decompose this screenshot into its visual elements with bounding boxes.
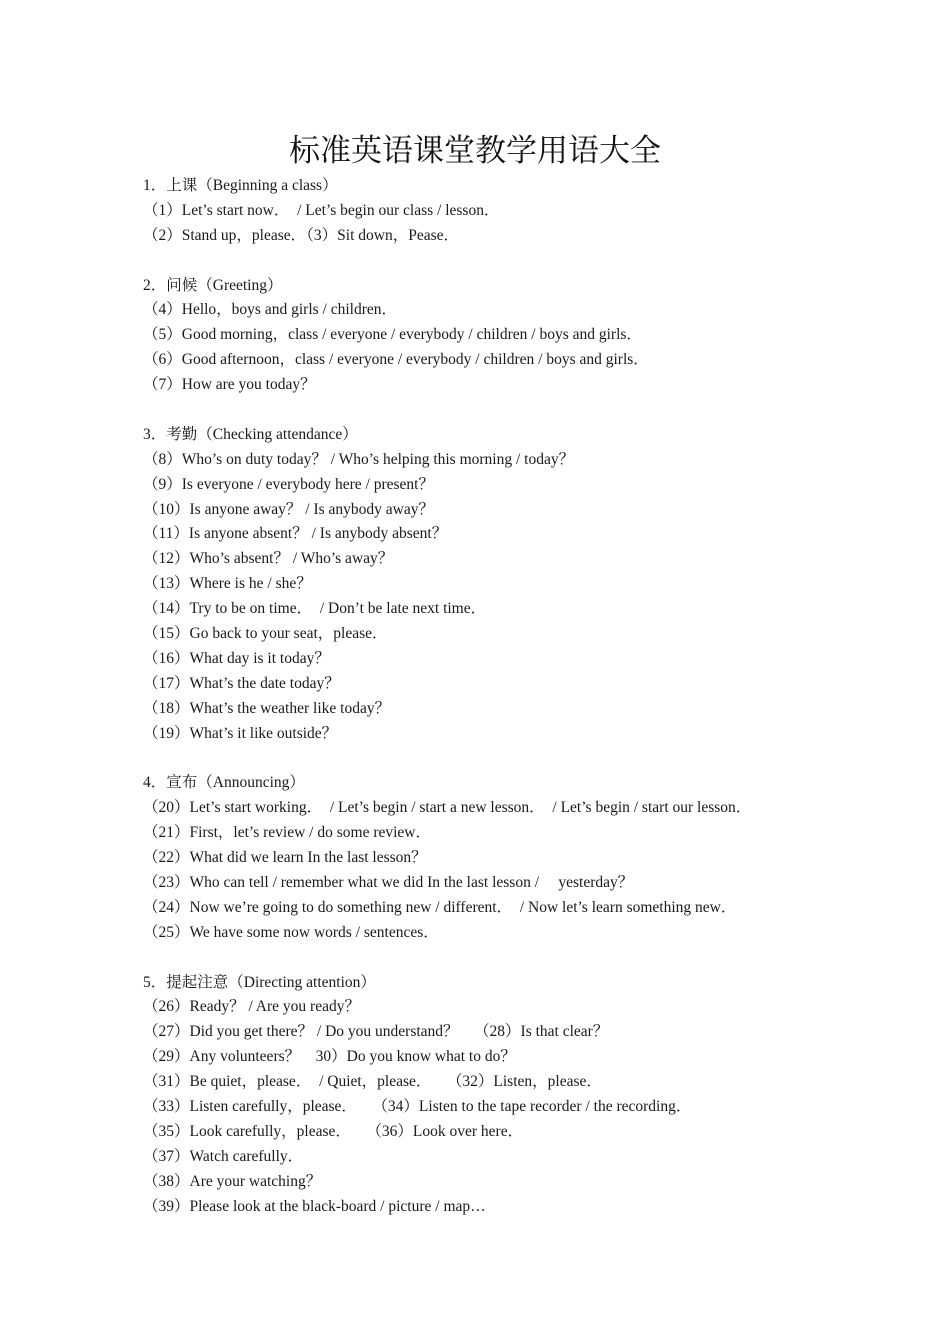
phrase-line: （38）Are your watching？	[143, 1172, 322, 1190]
phrase-line: （9）Is everyone / everybody here / present？	[143, 475, 434, 493]
phrase-line: （24）Now we’re going to do something new / different． / Now let’s learn something new．	[143, 898, 737, 916]
phrase-line: （18）What’s the weather like today？	[143, 699, 391, 717]
phrase-line: （10）Is anyone away？ / Is anybody away？	[143, 500, 434, 518]
section-announcing	[143, 771, 863, 945]
phrase-line: （15）Go back to your seat，please．	[143, 625, 388, 643]
phrase-line: （6）Good afternoon，class / everyone / everybody / children / boys and girls．	[143, 351, 649, 369]
phrase-line: （7）How are you today？	[143, 376, 316, 394]
phrase-line: （29）Any volunteers？ 30）Do you know what to do？	[143, 1048, 516, 1066]
section-checking-attendance	[143, 423, 863, 747]
phrase-line: （16）What day is it today？	[143, 649, 330, 667]
phrase-line: （11）Is anyone absent？ / Is anybody absent？	[143, 525, 448, 543]
phrase-line: （37）Watch carefully．	[143, 1147, 304, 1165]
section-spacer	[143, 249, 863, 274]
phrase-line: （12）Who’s absent？ / Who’s away？	[143, 550, 394, 568]
phrase-line: （17）What’s the date today？	[143, 674, 340, 692]
phrase-line: （23）Who can tell / remember what we did In the last lesson / yesterday？	[143, 873, 634, 891]
section-heading: 1．上课（Beginning a class）	[143, 177, 338, 194]
section-spacer	[143, 746, 863, 771]
section-heading: 3．考勤（Checking attendance）	[143, 425, 358, 443]
section-heading: 2．问候（Greeting）	[143, 276, 283, 294]
phrase-line: （27）Did you get there？ / Do you understand？ （28）Is that clear？	[143, 1023, 609, 1041]
section-greeting	[143, 274, 863, 398]
phrase-line: （25）We have some now words / sentences．	[143, 923, 439, 941]
phrase-line: （8）Who’s on duty today？ / Who’s helping this morning / today？	[143, 450, 575, 468]
phrase-line: （1）Let’s start now． / Let’s begin our class / lesson．	[143, 201, 500, 219]
phrase-line: （5）Good morning，class / everyone / everybody / children / boys and girls．	[143, 326, 642, 344]
phrase-line: （20）Let’s start working． / Let’s begin / start a new lesson． / Let’s begin / start our lesson．	[143, 799, 752, 817]
phrase-line: （31）Be quiet，please． / Quiet，please． （32）Listen，please．	[143, 1073, 602, 1091]
section-heading: 4．宣布（Announcing）	[143, 774, 305, 792]
phrase-line: （21）First，let’s review / do some review．	[143, 824, 431, 842]
phrase-line: （2）Stand up，please．（3）Sit down，Pease．	[143, 226, 460, 244]
document-body	[143, 174, 863, 1219]
phrase-line: （19）What’s it like outside？	[143, 724, 338, 742]
phrase-line: （35）Look carefully，please． （36）Look over here．	[143, 1122, 524, 1140]
section-directing-attention	[143, 971, 863, 1220]
section-spacer	[143, 946, 863, 971]
phrase-line: （22）What did we learn In the last lesson？	[143, 849, 427, 867]
phrase-line: （26）Ready？ / Are you ready？	[143, 998, 360, 1016]
phrase-line: （14）Try to be on time． / Don’t be late next time．	[143, 600, 487, 618]
section-beginning-class	[143, 174, 863, 249]
phrase-line: （13）Where is he / she？	[143, 575, 312, 593]
phrase-line: （39）Please look at the black-board / picture / map…	[143, 1197, 486, 1215]
document-title: 标准英语课堂教学用语大全	[289, 133, 661, 169]
section-spacer	[143, 398, 863, 423]
phrase-line: （33）Listen carefully，please． （34）Listen to the tape recorder / the recording．	[143, 1097, 692, 1115]
phrase-line: （4）Hello，boys and girls / children．	[143, 301, 397, 319]
section-heading: 5．提起注意（Directing attention）	[143, 973, 376, 991]
